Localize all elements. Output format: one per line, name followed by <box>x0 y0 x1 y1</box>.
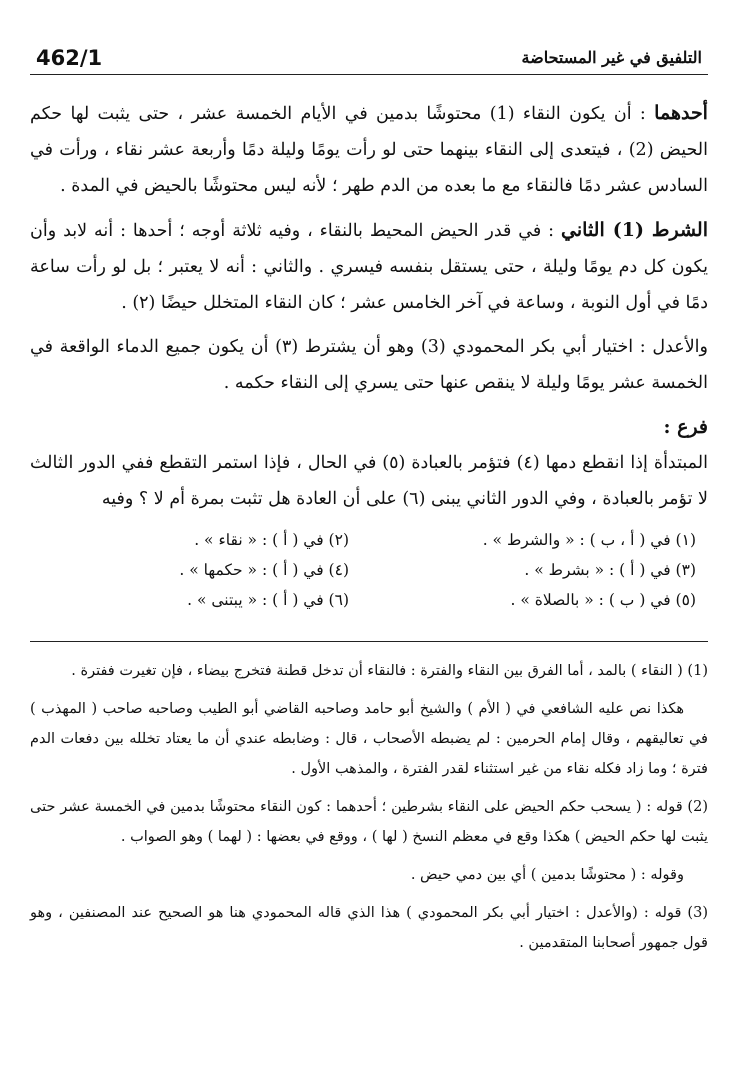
paragraph-text: : أن يكون النقاء (1) محتوشًا بدمين في الأيام الخمسة عشر ، حتى يثبت لها حكم الحيض (2) ، فيتعدى إلى النقاء بينهما حتى لو رأت يومًا وليلة دمًا وأربعة عشر نقاء ، ورأت في السادس عشر دمًا فالنقاء مع ما بعده من الدم طهر ؛ لأنه ليس محتوشًا بالحيض في المدة . <box>30 104 709 196</box>
footnotes <box>30 656 708 958</box>
paragraph-first-condition <box>30 95 708 204</box>
footnote-continuation: هكذا نص عليه الشافعي في ( الأم ) والشيخ أبو حامد وصاحبه القاضي أبو الطيب وصاحبه صاحب ( المهذب ) في تعاليقهم ، وقال إمام الحرمين : لم يضبطه الأصحاب ، قال : وضابطه عندي أن ما يعتاد تخلله بين دفعات الدم فترة ؛ وما زاد فكله نقاء من غير استثناء لقدر الفترة ، والمذهب الأول . <box>30 701 708 777</box>
section-heading: فرع : <box>663 416 708 438</box>
running-title: التلفيق في غير المستحاضة <box>521 48 702 67</box>
paragraph-second-condition <box>30 212 708 321</box>
page-header <box>30 40 708 75</box>
variant-note: (٥) في ( ب ) : « بالصلاة » . <box>510 591 696 609</box>
paragraph-text: والأعدل : اختيار أبي بكر المحمودي (3) وهو أن يشترط (٣) أن يكون جميع الدماء الواقعة في الخمسة عشر يومًا وليلة لا ينقص عنها حتى يسري إلى النقاء حكمه . <box>30 337 708 393</box>
footnote: (1) ( النقاء ) بالمد ، أما الفرق بين النقاء والفترة : فالنقاء أن تدخل قطنة فتخرج بيضاء ، فإن تغيرت ففترة . <box>71 663 708 679</box>
book-page <box>30 40 708 966</box>
paragraph-branch <box>30 445 708 517</box>
variant-note: (٦) في ( أ ) : « يبتنى » . <box>187 591 349 609</box>
footnote-continuation: وقوله : ( محتوشًا بدمين ) أي بين دمي حيض . <box>410 867 684 883</box>
main-text <box>30 95 708 517</box>
paragraph-text: المبتدأة إذا انقطع دمها (٤) فتؤمر بالعبادة (٥) في الحال ، فإذا استمر التقطع ففي الدور الثالث لا تؤمر بالعبادة ، وفي الدور الثاني يبنى (٦) على أن العادة هل تثبت بمرة أم لا ؟ وفيه <box>30 453 708 509</box>
paragraph-text: : في قدر الحيض المحيط بالنقاء ، وفيه ثلاثة أوجه ؛ أحدها : أنه لابد وأن يكون كل دم يومًا وليلة ، حتى يستقل بنفسه فيسري . والثاني : أنه لا يعتبر ؛ بل لو رأت ساعة دمًا في أول النوبة ، وساعة في آخر الخامس عشر ؛ كان النقاء المتخلل حيضًا (٢) . <box>30 221 708 313</box>
footnote: (3) قوله : (والأعدل : اختيار أبي بكر المحمودي ) هذا الذي قاله المحمودي هنا هو الصحيح عند المصنفين ، وهو قول جمهور أصحابنا المتقدمين . <box>30 905 708 951</box>
paragraph-lead: أحدهما <box>654 102 708 124</box>
variant-note: (٤) في ( أ ) : « حكمها » . <box>179 561 349 579</box>
variant-notes <box>42 527 696 613</box>
paragraph-preferred-view <box>30 329 708 401</box>
paragraph-lead: الشرط (1) الثاني <box>561 219 708 241</box>
footnote: (2) قوله : ( يسحب حكم الحيض على النقاء بشرطين ؛ أحدهما : كون النقاء محتوشًا بدمين في الخمسة عشر حتى يثبت لها حكم الحيض ) هكذا وقع في معظم النسخ ( لها ) ، ووقع في بعضها : ( لهما ) وهو الصواب . <box>30 799 708 845</box>
footnote-divider <box>30 641 708 642</box>
variant-note: (٣) في ( أ ) : « بشرط » . <box>524 561 696 579</box>
variant-note: (١) في ( أ ، ب ) : « والشرط » . <box>482 531 696 549</box>
page-number: 462/1 <box>36 46 103 70</box>
variant-note: (٢) في ( أ ) : « نقاء » . <box>194 531 349 549</box>
